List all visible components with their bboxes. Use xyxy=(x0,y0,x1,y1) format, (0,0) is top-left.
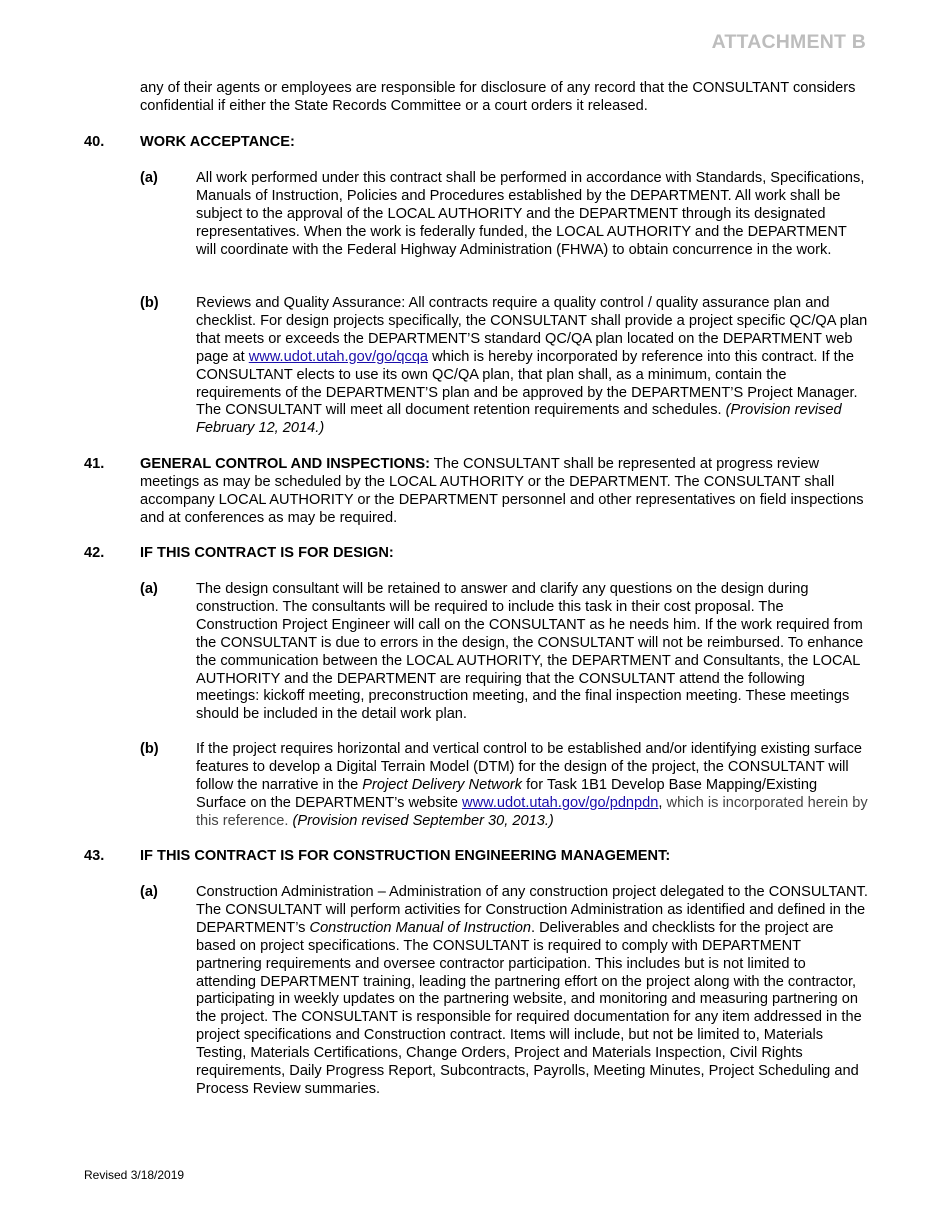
section-40-b xyxy=(140,295,868,438)
text-run: Construction Administration – Administration of any construction project delegated to the CONSULTANT. The CONSULTANT will perform activities for Construction Administration as identified and defined in the DEPARTMENT’s xyxy=(196,884,868,936)
text-run: which is incorporated herein by this reference. xyxy=(196,794,868,829)
text-run: Reviews and Quality Assurance: All contracts require a quality control / quality assurance plan and checklist. For design projects specifically, the CONSULTANT shall provide a project specific QC/QA plan that meets or exceeds the DEPARTMENT’S standard QC/QA plan located on the DEPARTMENT web page at xyxy=(196,295,868,365)
section-41 xyxy=(84,456,866,528)
qcqa-link[interactable]: www.udot.utah.gov/go/qcqa xyxy=(248,348,429,365)
text-run: The CONSULTANT shall be represented at progress review meetings as may be scheduled by the LOCAL AUTHORITY or the DEPARTMENT. The CONSULTANT shall accompany LOCAL AUTHORITY or the DEPARTMENT personnel and other representatives on field inspections and at conferences as may be required. xyxy=(140,456,864,526)
item-text xyxy=(196,295,868,438)
revised-footer: Revised 3/18/2019 xyxy=(84,1168,185,1182)
section-42-a xyxy=(140,581,868,724)
italic-term: Construction Manual of Instruction xyxy=(309,919,531,936)
revision-note: (Provision revised September 30, 2013.) xyxy=(292,812,554,829)
text-run: for Task 1B1 Develop Base Mapping/Existing Surface on the DEPARTMENT’s website xyxy=(196,776,818,811)
section-text xyxy=(140,456,866,528)
section-40-a xyxy=(140,170,868,260)
attachment-label: ATTACHMENT B xyxy=(711,31,866,53)
item-label: (b) xyxy=(140,295,159,311)
item-text: The design consultant will be retained to answer and clarify any questions on the design during construction. The consultants will be required to include this task in their cost proposal. The Construction Project Engineer will call on the CONSULTANT as he needs him. If the work required from the CONSULTANT is due to errors in the design, the CONSULTANT will not be reimbursed. To enhance the communication between the LOCAL AUTHORITY, the DEPARTMENT and Consultants, the LOCAL AUTHORITY and the DEPARTMENT are requiring that the CONSULTANT attend the following meetings: kickoff meeting, preconstruction meeting, and the final inspection meeting. These meetings should be included in the detail work plan. xyxy=(196,581,864,723)
pdnpdn-link[interactable]: www.udot.utah.gov/go/pdnpdn xyxy=(462,794,659,811)
section-number: 40. xyxy=(84,134,105,150)
section-title: IF THIS CONTRACT IS FOR DESIGN: xyxy=(140,545,394,561)
section-number: 43. xyxy=(84,848,105,864)
section-number: 42. xyxy=(84,545,105,561)
item-text xyxy=(196,884,868,1099)
intro-paragraph: any of their agents or employees are responsible for disclosure of any record that the CONSULTANT considers confidential if either the State Records Committee or a court orders it released. xyxy=(140,80,856,114)
section-number: 41. xyxy=(84,456,105,472)
item-label: (a) xyxy=(140,884,158,900)
text-run: , xyxy=(658,794,663,811)
item-label: (a) xyxy=(140,170,158,186)
item-text: All work performed under this contract shall be performed in accordance with Standards, Specifications, Manuals of Instruction, Policies and Procedures established by the DEPARTMENT. All work shall be subject to the approval of the LOCAL AUTHORITY and the DEPARTMENT through its designated representatives. When the work is federally funded, the LOCAL AUTHORITY and the DEPARTMENT will coordinate with the Federal Highway Administration (FHWA) to obtain concurrence in the work. xyxy=(196,170,865,258)
text-run: which is hereby incorporated by reference into this contract. If the CONSULTANT elects to use its own QC/QA plan, that plan shall, as a minimum, contain the requirements of the DEPARTMENT’S plan and be approved by the DEPARTMENT’S Project Manager. The CONSULTANT will meet all document retention requirements and schedules. xyxy=(196,348,858,419)
item-text xyxy=(196,741,868,831)
section-43-a xyxy=(140,884,868,1099)
section-42-b xyxy=(140,741,868,831)
item-label: (b) xyxy=(140,741,159,757)
text-run: If the project requires horizontal and vertical control to be established and/or identifying existing surface features to develop a Digital Terrain Model (DTM) for the design of the project, the CONSULTANT will follow the narrative in the xyxy=(196,741,863,793)
section-title: GENERAL CONTROL AND INSPECTIONS: xyxy=(140,456,431,472)
section-title: IF THIS CONTRACT IS FOR CONSTRUCTION ENGINEERING MANAGEMENT: xyxy=(140,848,671,864)
section-title: WORK ACCEPTANCE: xyxy=(140,134,295,150)
item-label: (a) xyxy=(140,581,158,597)
revision-note: (Provision revised February 12, 2014.) xyxy=(196,402,842,437)
italic-term: Project Delivery Network xyxy=(362,776,523,793)
text-run: . Deliverables and checklists for the project are based on project specifications. The CONSULTANT is required to comply with DEPARTMENT partnering requirements and oversee contractor participation. This includes but is not limited to attending DEPARTMENT training, leading the partnering effort on the project along with the contractor, participating in weekly updates on the partnering website, and monitoring and measuring partnering on the project. The CONSULTANT is responsible for required documentation for any item addressed in the project specifications and Construction contract. Items will include, but not be limited to, Materials Testing, Materials Certifications, Change Orders, Project and Materials Inspection, Civil Rights requirements, Daily Progress Report, Subcontracts, Payrolls, Meeting Minutes, Project Scheduling and Process Review summaries. xyxy=(196,919,862,1097)
